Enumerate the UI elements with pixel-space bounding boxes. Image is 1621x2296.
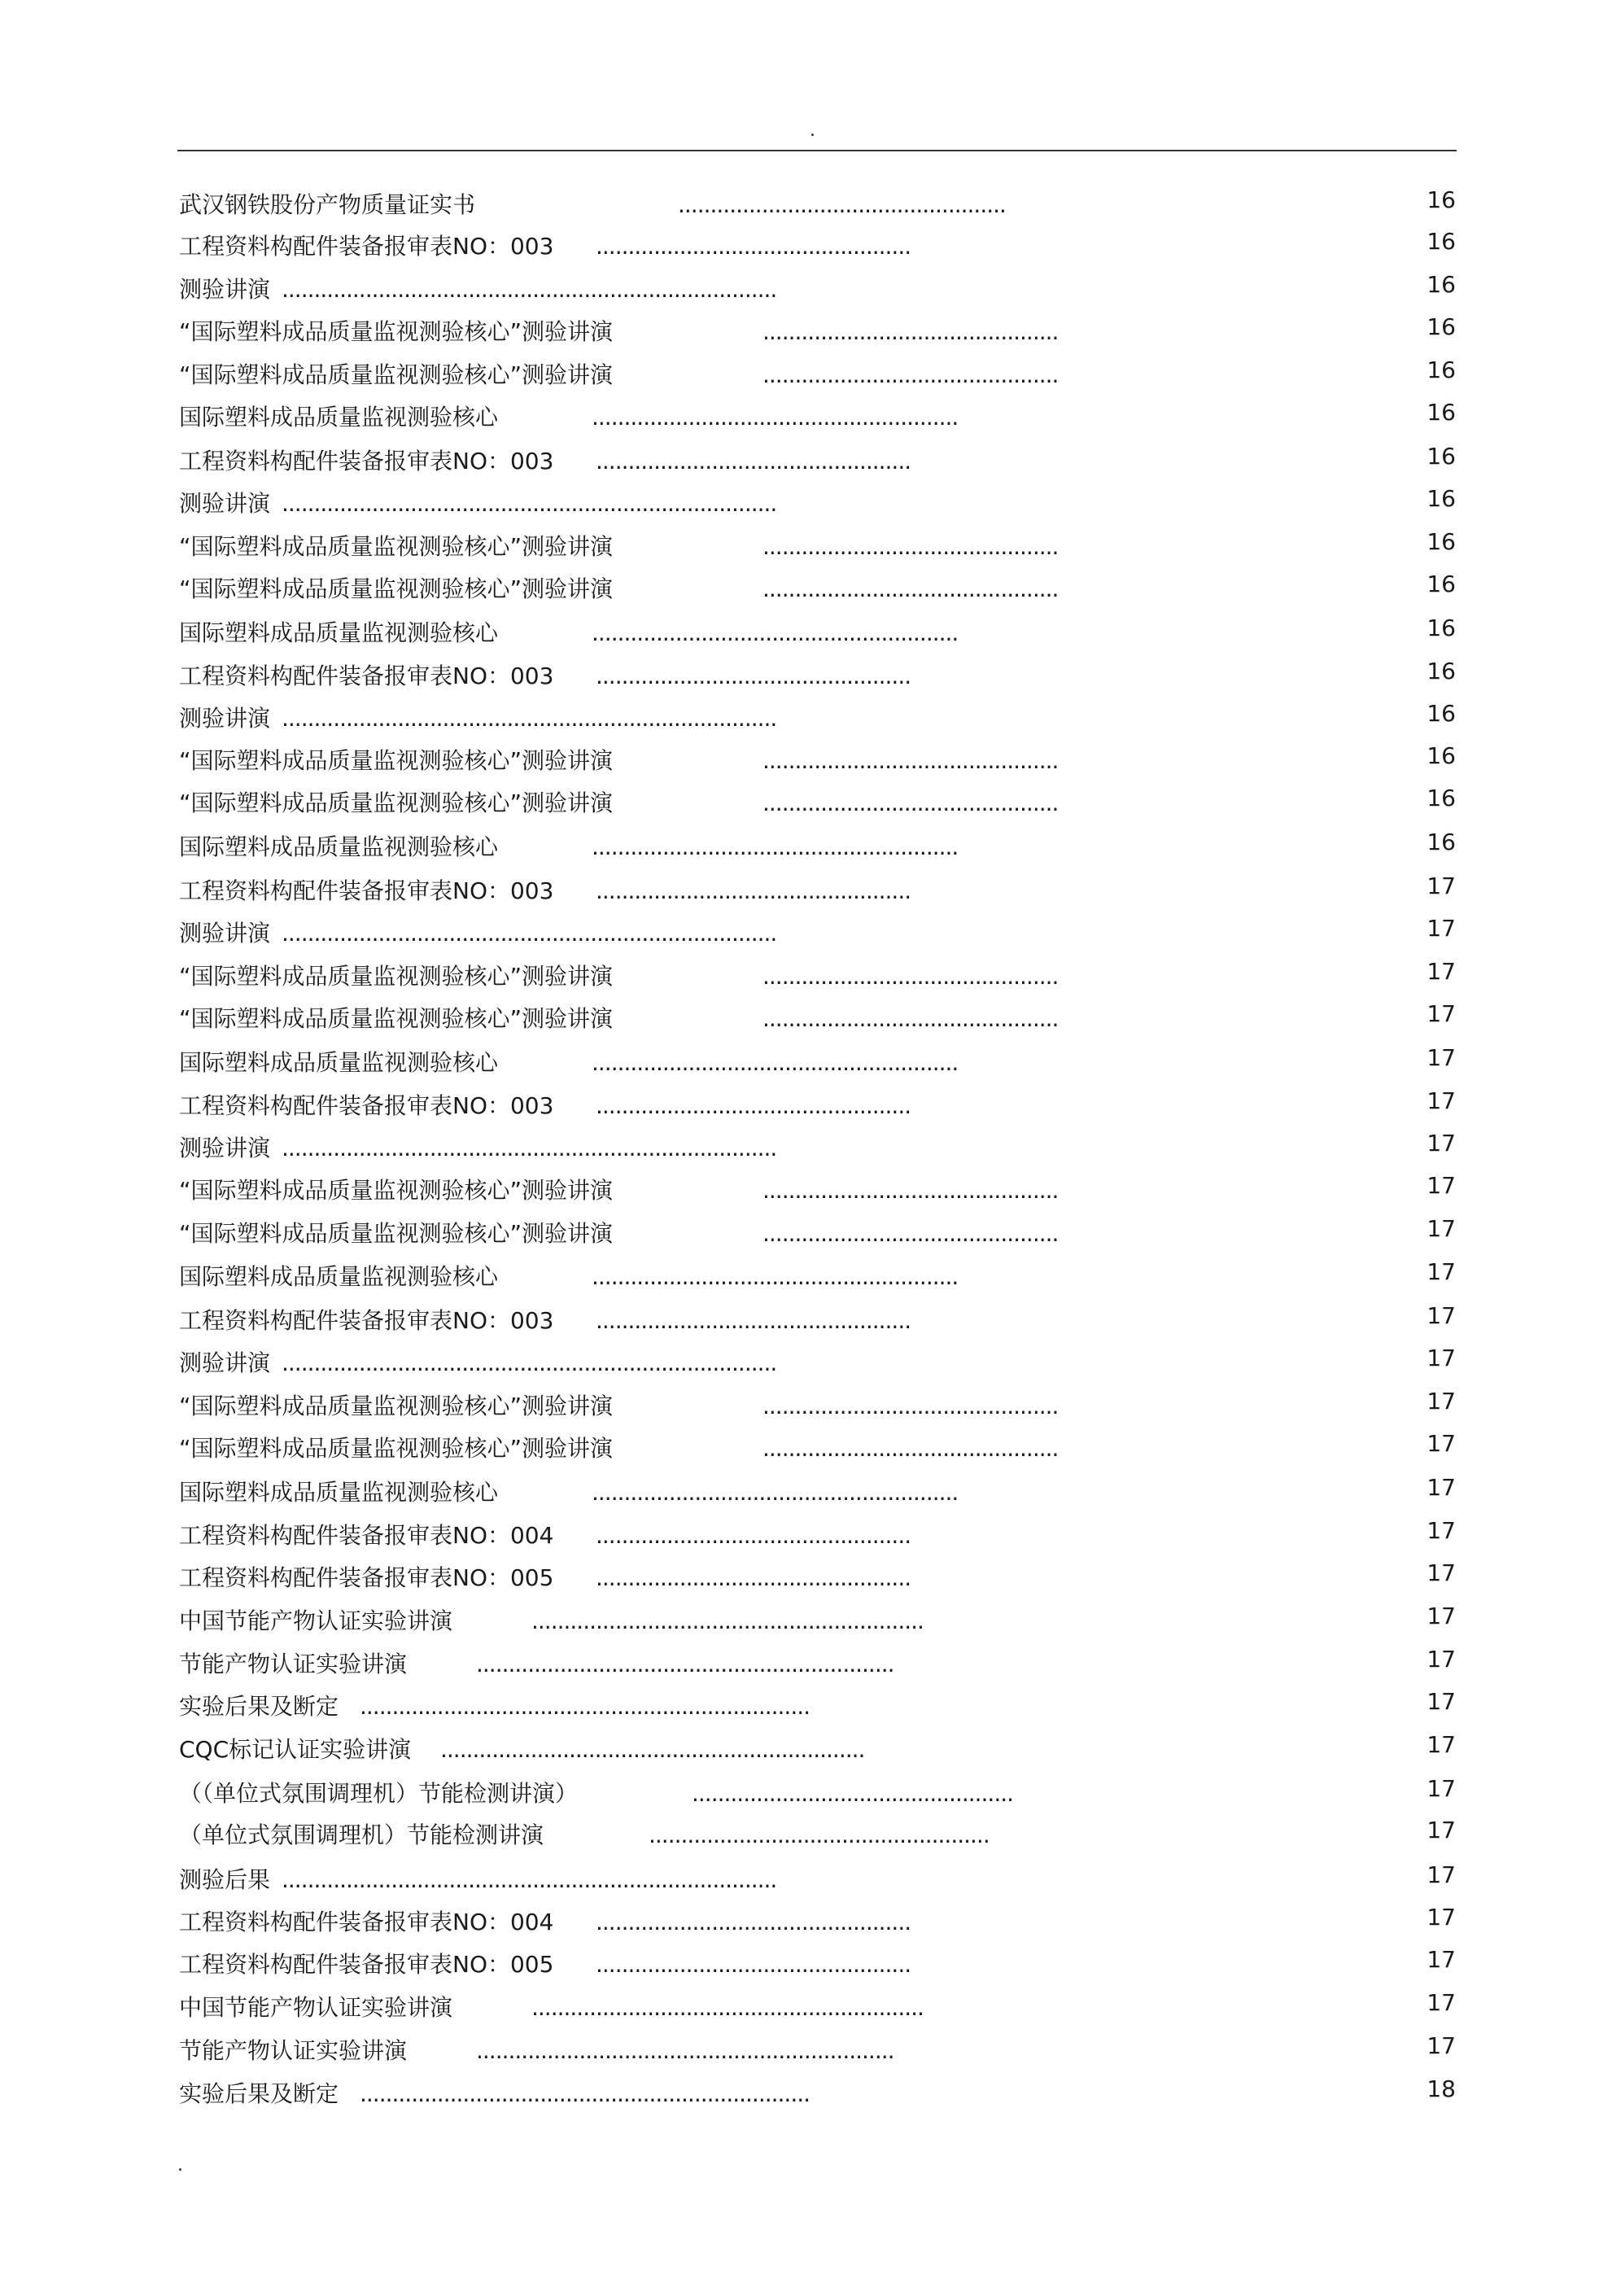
toc-entry[interactable] [0,573,1621,606]
toc-entry-leader: ................................................................. [476,2037,894,2064]
toc-entry-leader: ............................................................................. [282,1349,777,1376]
toc-entry[interactable] [0,1906,1621,1939]
toc-entry-page-number: 17 [1427,1861,1456,1888]
toc-entry-leader: .............................................. [762,1220,1059,1247]
toc-entry-title: 工程资料构配件装备报审表NO：003 [179,663,554,689]
toc-entry-title: 工程资料构配件装备报审表NO：003 [179,1307,554,1334]
toc-entry-leader: ................................................. [596,877,911,904]
toc-entry-leader: .............................................. [762,575,1059,602]
toc-entry-title: 测验讲演 [179,1135,271,1161]
toc-entry-title: 测验讲演 [179,490,271,517]
toc-entry-page-number: 16 [1427,399,1456,426]
toc-entry-leader: ............................................................................. [282,1866,777,1893]
toc-entry-page-number: 17 [1427,1044,1456,1071]
toc-entry-title: 工程资料构配件装备报审表NO：005 [179,1951,554,1978]
toc-entry-leader: ................................................. [596,1092,911,1119]
toc-entry[interactable] [0,1517,1621,1552]
toc-entry-page-number: 17 [1427,1258,1456,1285]
toc-entry-title: 节能产物认证实验讲演 [179,2037,408,2064]
toc-entry-page-number: 17 [1427,1474,1456,1501]
toc-entry-page-number: 16 [1427,571,1456,597]
toc-entry-leader: ................................................. [596,448,911,475]
toc-entry-leader: ................................................. [596,1564,911,1591]
toc-entry[interactable] [0,230,1621,263]
toc-entry[interactable] [0,273,1621,306]
toc-entry-leader: ................................................. [596,663,911,689]
toc-entry-page-number: 17 [1427,1904,1456,1931]
toc-entry-page-number: 17 [1427,1517,1456,1544]
toc-entry[interactable] [0,1215,1621,1250]
toc-entry-page-number: 17 [1427,1087,1456,1114]
toc-entry-leader: .............................................. [762,1005,1059,1032]
toc-entry[interactable] [0,1087,1621,1122]
toc-entry-leader: ......................................................... [592,404,959,431]
toc-entry-title: “国际塑料成品质量监视测验核心”测验讲演 [179,1393,614,1419]
toc-entry[interactable] [0,1347,1621,1380]
toc-entry[interactable] [0,528,1621,563]
toc-entry[interactable] [0,702,1621,735]
toc-entry-leader: ..................................................... [649,1821,990,1848]
toc-entry-page-number: 18 [1427,2075,1456,2102]
toc-entry[interactable] [0,2075,1621,2110]
toc-entry-title: “国际塑料成品质量监视测验核心”测验讲演 [179,789,614,816]
toc-entry-leader: ............................................................................. [282,1135,777,1161]
toc-entry-page-number: 16 [1427,742,1456,769]
toc-entry-page-number: 16 [1427,614,1456,641]
toc-entry-page-number: 16 [1427,658,1456,684]
toc-entry-title: 工程资料构配件装备报审表NO：003 [179,233,554,260]
toc-entry[interactable] [0,401,1621,434]
toc-entry[interactable] [0,1775,1621,1810]
toc-entry[interactable] [0,1605,1621,1638]
toc-entry-leader: ...................................................................... [360,1693,810,1720]
toc-entry-page-number: 17 [1427,1215,1456,1242]
toc-entry-title: （（单位式氛围调理机）节能检测讲演） [179,1780,579,1807]
toc-entry[interactable] [0,1476,1621,1509]
toc-entry-title: 测验讲演 [179,276,271,303]
toc-entry-title: 武汉钢铁股份产物质量证实书 [179,191,476,218]
toc-entry-leader: ......................................................... [592,833,959,860]
toc-entry[interactable] [0,1000,1621,1035]
toc-entry-leader: ................................................. [596,1522,911,1549]
toc-entry[interactable] [0,1258,1621,1293]
toc-entry-title: “国际塑料成品质量监视测验核心”测验讲演 [179,1177,614,1204]
toc-entry-title: 工程资料构配件装备报审表NO：005 [179,1564,554,1591]
toc-entry-title: “国际塑料成品质量监视测验核心”测验讲演 [179,1220,614,1247]
toc-entry-page-number: 16 [1427,443,1456,470]
toc-entry-leader: ............................................................................. [282,705,777,732]
toc-entry-title: “国际塑料成品质量监视测验核心”测验讲演 [179,1435,614,1462]
toc-entry-page-number: 17 [1427,1345,1456,1371]
toc-entry-title: “国际塑料成品质量监视测验核心”测验讲演 [179,1005,614,1032]
toc-entry-leader: ............................................................. [531,1607,924,1634]
toc-entry-page-number: 17 [1427,1646,1456,1673]
toc-entry-leader: ......................................................... [592,1049,959,1076]
toc-entry-page-number: 16 [1427,485,1456,512]
toc-entry-title: 国际塑料成品质量监视测验核心 [179,619,499,646]
toc-entry-page-number: 17 [1427,1172,1456,1199]
toc-entry-page-number: 17 [1427,1731,1456,1758]
toc-entry-leader: ...................................................................... [360,2080,810,2107]
header-mark: . [810,120,815,141]
toc-entry-page-number: 16 [1427,356,1456,383]
toc-entry-page-number: 16 [1427,186,1456,213]
toc-entry-title: 国际塑料成品质量监视测验核心 [179,1479,499,1506]
toc-entry-leader: ............................................................. [531,1994,924,2021]
toc-entry[interactable] [0,2032,1621,2067]
toc-entry-page-number: 17 [1427,915,1456,942]
toc-entry-title: CQC标记认证实验讲演 [179,1736,412,1763]
toc-entry[interactable] [0,1989,1621,2024]
toc-entry-leader: ................................................................. [476,1651,894,1677]
toc-entry-page-number: 16 [1427,829,1456,855]
footer-mark: . [177,2155,183,2176]
toc-entry-title: “国际塑料成品质量监视测验核心”测验讲演 [179,747,614,774]
toc-entry-page-number: 17 [1427,1603,1456,1629]
toc-entry-page-number: 17 [1427,1430,1456,1457]
toc-entry-title: 工程资料构配件装备报审表NO：004 [179,1909,554,1935]
toc-entry-title: 工程资料构配件装备报审表NO：003 [179,1092,554,1119]
toc-entry-page-number: 16 [1427,228,1456,255]
toc-entry[interactable] [0,1948,1621,1981]
toc-entry[interactable] [0,186,1621,221]
toc-entry-leader: .............................................. [762,533,1059,560]
toc-entry-leader: .............................................. [762,963,1059,990]
toc-entry-leader: ......................................................... [592,1263,959,1290]
toc-entry-title: 测验讲演 [179,920,271,947]
toc-entry[interactable] [0,1861,1621,1896]
toc-entry-title: 国际塑料成品质量监视测验核心 [179,404,499,431]
toc-entry[interactable] [0,1731,1621,1766]
toc-entry-title: 国际塑料成品质量监视测验核心 [179,1263,499,1290]
toc-entry-title: 工程资料构配件装备报审表NO：004 [179,1522,554,1549]
toc-entry-title: 国际塑料成品质量监视测验核心 [179,1049,499,1076]
toc-entry[interactable] [0,872,1621,907]
toc-entry-leader: .................................................. [692,1780,1014,1807]
toc-entry-page-number: 16 [1427,271,1456,298]
toc-entry-title: “国际塑料成品质量监视测验核心”测验讲演 [179,575,614,602]
toc-entry-page-number: 17 [1427,1688,1456,1715]
toc-entry-page-number: 17 [1427,1775,1456,1802]
toc-entry-leader: .............................................. [762,361,1059,388]
toc-entry-title: 中国节能产物认证实验讲演 [179,1607,453,1634]
toc-entry-leader: ............................................................................. [282,920,777,947]
toc-entry[interactable] [0,1648,1621,1681]
toc-entry[interactable] [0,1390,1621,1423]
toc-entry-title: “国际塑料成品质量监视测验核心”测验讲演 [179,361,614,388]
toc-entry[interactable] [0,445,1621,478]
toc-entry[interactable] [0,960,1621,993]
toc-entry-leader: ................................................. [596,1909,911,1935]
toc-entry[interactable] [0,1132,1621,1165]
toc-entry-title: 测验讲演 [179,1349,271,1376]
toc-entry[interactable] [0,485,1621,520]
toc-entry[interactable] [0,660,1621,693]
toc-entry[interactable] [0,831,1621,864]
toc-entry-page-number: 17 [1427,1302,1456,1329]
toc-entry-leader: .............................................. [762,318,1059,345]
toc-entry-leader: ......................................................... [592,1479,959,1506]
toc-entry[interactable] [0,787,1621,820]
toc-entry[interactable] [0,1819,1621,1852]
toc-entry-page-number: 17 [1427,1388,1456,1415]
toc-entry-page-number: 16 [1427,528,1456,555]
toc-entry-leader: ................................................. [596,1307,911,1334]
toc-entry-title: 测验讲演 [179,705,271,732]
toc-entry[interactable] [0,1044,1621,1079]
toc-entry-page-number: 17 [1427,1817,1456,1843]
toc-entry[interactable] [0,614,1621,649]
toc-entry-title: 实验后果及断定 [179,2080,339,2107]
toc-entry-page-number: 17 [1427,958,1456,985]
toc-entry-title: 工程资料构配件装备报审表NO：003 [179,877,554,904]
toc-entry-title: “国际塑料成品质量监视测验核心”测验讲演 [179,318,614,345]
toc-entry-leader: ................................................... [678,191,1006,218]
toc-entry-page-number: 16 [1427,700,1456,727]
toc-entry[interactable] [0,1174,1621,1207]
toc-entry-leader: ......................................................... [592,619,959,646]
toc-entry[interactable] [0,1432,1621,1465]
toc-entry[interactable] [0,917,1621,950]
toc-entry-page-number: 17 [1427,872,1456,899]
toc-entry-title: “国际塑料成品质量监视测验核心”测验讲演 [179,963,614,990]
toc-entry-page-number: 17 [1427,1989,1456,2016]
toc-entry-title: “国际塑料成品质量监视测验核心”测验讲演 [179,533,614,560]
toc-entry-leader: .............................................. [762,1435,1059,1462]
toc-entry-page-number: 16 [1427,785,1456,811]
toc-entry-page-number: 16 [1427,313,1456,340]
toc-entry-leader: ................................................. [596,1951,911,1978]
toc-entry-leader: .............................................. [762,1177,1059,1204]
toc-entry-title: 国际塑料成品质量监视测验核心 [179,833,499,860]
toc-entry[interactable] [0,356,1621,391]
toc-entry[interactable] [0,1559,1621,1594]
toc-entry-title: （单位式氛围调理机）节能检测讲演 [179,1821,544,1848]
toc-entry-leader: .............................................. [762,747,1059,774]
toc-entry-page-number: 17 [1427,1946,1456,1973]
toc-entry-title: 测验后果 [179,1866,271,1893]
toc-entry-title: 节能产物认证实验讲演 [179,1651,408,1677]
toc-entry-leader: .............................................. [762,789,1059,816]
toc-entry[interactable] [0,313,1621,348]
toc-entry-title: 工程资料构配件装备报审表NO：003 [179,448,554,475]
toc-entry-page-number: 17 [1427,1559,1456,1586]
toc-entry[interactable] [0,1690,1621,1723]
toc-entry[interactable] [0,742,1621,777]
toc-entry-page-number: 17 [1427,2032,1456,2059]
toc-entry-page-number: 17 [1427,1000,1456,1027]
toc-entry-leader: ................................................. [596,233,911,260]
toc-entry-title: 中国节能产物认证实验讲演 [179,1994,453,2021]
toc-entry-leader: ............................................................................. [282,276,777,303]
toc-entry-title: 实验后果及断定 [179,1693,339,1720]
toc-entry-leader: ............................................................................. [282,490,777,517]
toc-entry[interactable] [0,1302,1621,1337]
toc-entry-leader: .............................................. [762,1393,1059,1419]
toc-entry-page-number: 17 [1427,1130,1456,1157]
toc-entry-leader: .................................................................. [440,1736,865,1763]
